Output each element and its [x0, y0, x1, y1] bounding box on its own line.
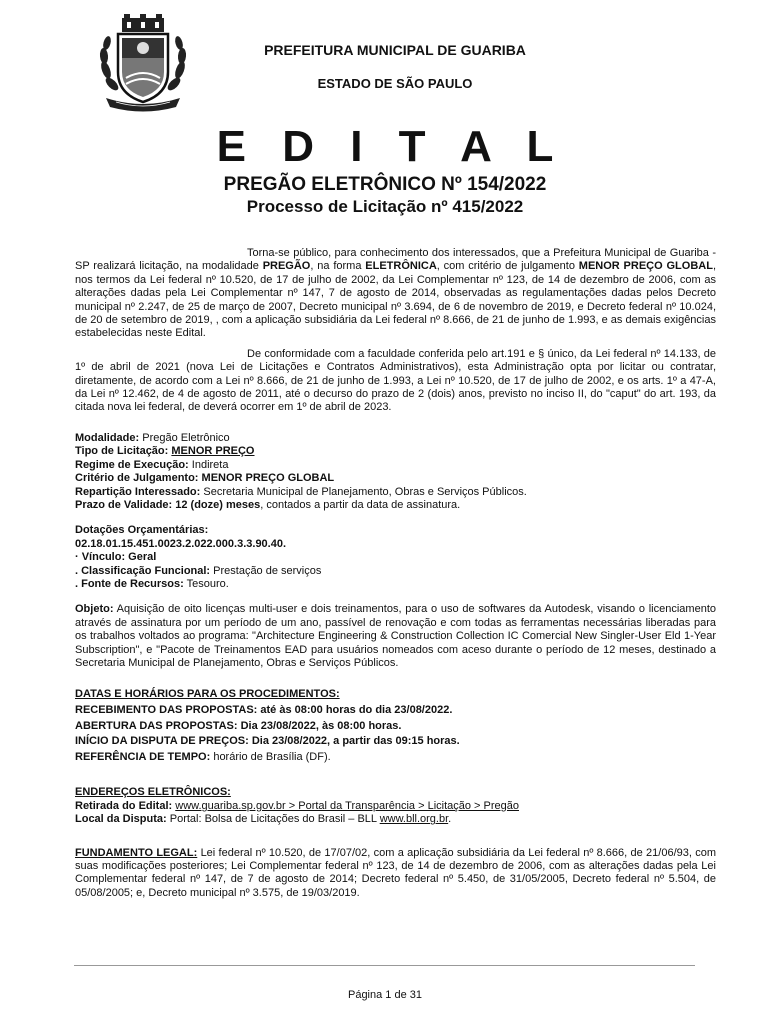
- local-disputa-line: Local da Disputa: Portal: Bolsa de Licitações do Brasil – BLL www.bll.org.br.: [75, 813, 452, 826]
- vinculo-line: · Vínculo: Geral: [75, 551, 157, 564]
- reparticao-line: Repartição Interessado: Secretaria Municipal de Planejamento, Obras e Serviços Públicos.: [75, 485, 527, 498]
- prazo-line: Prazo de Validade: 12 (doze) meses, contados a partir da data de assinatura.: [75, 498, 461, 511]
- bll-link[interactable]: www.bll.org.br: [379, 813, 449, 826]
- intro-paragraph-2: De conformidade com a faculdade conferida pelo art.191 e § único, da Lei federal nº 14.133, de 1º de abril de 2021 (nova Lei de Licitações e Contratos Administrativos), esta Administração opta por licitar ou contratar, diretamente, de acordo com a Lei nº 8.666, de 21 de junho de 1.993, a Lei nº 10.520, de 17 de julho de 2002, e os arts. 1º a 47-A, da Lei nº 12.462, de 4 de agosto de 2011, até o decurso do prazo de 2 (dois) anos, previsto no inciso II, do "caput" do art. 193, da citada nova lei federal, de deverá ocorrer em 1º de abril de 2023.: [75, 347, 716, 414]
- document-body: [75, 247, 716, 900]
- header-municipality: PREFEITURA MUNICIPAL DE GUARIBA: [264, 42, 526, 58]
- intro-paragraph-1: Torna-se público, para conhecimento dos interessados, que a Prefeitura Municipal de Guariba - SP realizará licitação, na modalidade PREGÃO, na forma ELETRÔNICA, com critério de julgamento MENOR PREÇO GLOBAL, nos termos da Lei federal nº 10.520, de 17 de julho de 2002, da Lei Complementar nº 123, de 14 de dezembro de 2006, com as alterações dadas pela Lei Complementar nº 147, 7 de agosto de 2014, observadas as regulamentações dadas pelos Decreto municipal nº 2.247, de 25 de março de 2007, Decreto municipal nº 3.694, de 6 de novembro de 2019, e Decreto federal nº 10.024, de 20 de setembro de 2019, , com a aplicação subsidiária da Lei federal nº 8.666, de 21 de junho de 1.993, e as demais exigências estabelecidas neste Edital.: [75, 247, 716, 340]
- procedimentos-block: [75, 687, 716, 765]
- criterio-line: Critério de Julgamento: MENOR PREÇO GLOBAL: [75, 472, 335, 485]
- coat-of-arms-icon: [96, 12, 190, 112]
- regime-line: Regime de Execução: Indireta: [75, 458, 229, 471]
- processo-number: Processo de Licitação nº 415/2022: [246, 197, 524, 216]
- enderecos-block: [75, 786, 716, 826]
- retirada-line: Retirada do Edital: www.guariba.sp.gov.br > Portal da Transparência > Licitação > Pregão: [75, 799, 519, 812]
- objeto-paragraph: Objeto: Aquisição de oito licenças multi-user e dois treinamentos, para o uso de softwares da Autodesk, visando o licenciamento através de assinatura por um período de um ano, passível de renovação e com todas as ferramentas necessárias liberadas para os trabalhos voltados ao programa: "Architecture Engineering & Construction Collection IC Comercial New Singler-User Eld 1-Year Subscription", e "Pacote de Treinamentos EAD para usuários nomeados com aceso durante o período de 12 meses, destinado a Secretaria Municipal de Planejamento, Obras e Serviços Públicos.: [75, 603, 716, 669]
- procedimentos-title: DATAS E HORÁRIOS PARA OS PROCEDIMENTOS:: [75, 688, 340, 701]
- tipo-line: Tipo de Licitação: MENOR PREÇO: [75, 445, 255, 458]
- footer-divider: [74, 965, 695, 966]
- page-number: Página 1 de 31: [347, 989, 422, 1001]
- fonte-line: . Fonte de Recursos: Tesouro.: [75, 577, 229, 590]
- header-state: ESTADO DE SÃO PAULO: [317, 76, 473, 91]
- modalidade-line: Modalidade: Pregão Eletrônico: [75, 431, 230, 444]
- abertura-line: ABERTURA DAS PROPOSTAS: Dia 23/08/2022, às 08:00 horas.: [75, 719, 402, 732]
- dotacoes-title: Dotações Orçamentárias:: [75, 524, 209, 537]
- retirada-edital-link[interactable]: www.guariba.sp.gov.br > Portal da Transparência > Licitação > Pregão: [175, 799, 519, 812]
- fundamento-paragraph: FUNDAMENTO LEGAL: Lei federal nº 10.520, de 17/07/02, com a aplicação subsidiária da Lei federal nº 8.666, de 21/06/93, com suas modificações posteriores; Lei Complementar federal nº 123, de 14 de dezembro de 2006, com as alterações dadas pela Lei Complementar federal nº 147, de 7 de agosto de 2014; Decreto federal nº 5.450, de 31/05/2005, Decreto federal nº 5.504, de 05/08/2005; e, Decreto municipal nº 3.575, de 19/03/2019.: [75, 846, 717, 899]
- enderecos-title: ENDEREÇOS ELETRÔNICOS:: [75, 786, 231, 799]
- referencia-line: REFERÊNCIA DE TEMPO: horário de Brasília (DF).: [75, 750, 331, 763]
- inicio-line: INÍCIO DA DISPUTA DE PREÇOS: Dia 23/08/2022, a partir das 09:15 horas.: [75, 735, 460, 748]
- dotacoes-code: 02.18.01.15.451.0023.2.022.000.3.3.90.40.: [75, 537, 287, 550]
- pregao-number: PREGÃO ELETRÔNICO Nº 154/2022: [223, 174, 547, 195]
- document-title: E D I T A L: [216, 122, 566, 171]
- dotacoes-block: [75, 524, 716, 591]
- recebimento-line: RECEBIMENTO DAS PROPOSTAS: até às 08:00 horas do dia 23/08/2022.: [75, 703, 453, 716]
- classificacao-line: . Classificação Funcional: Prestação de serviços: [75, 564, 322, 577]
- details-block: [75, 432, 716, 512]
